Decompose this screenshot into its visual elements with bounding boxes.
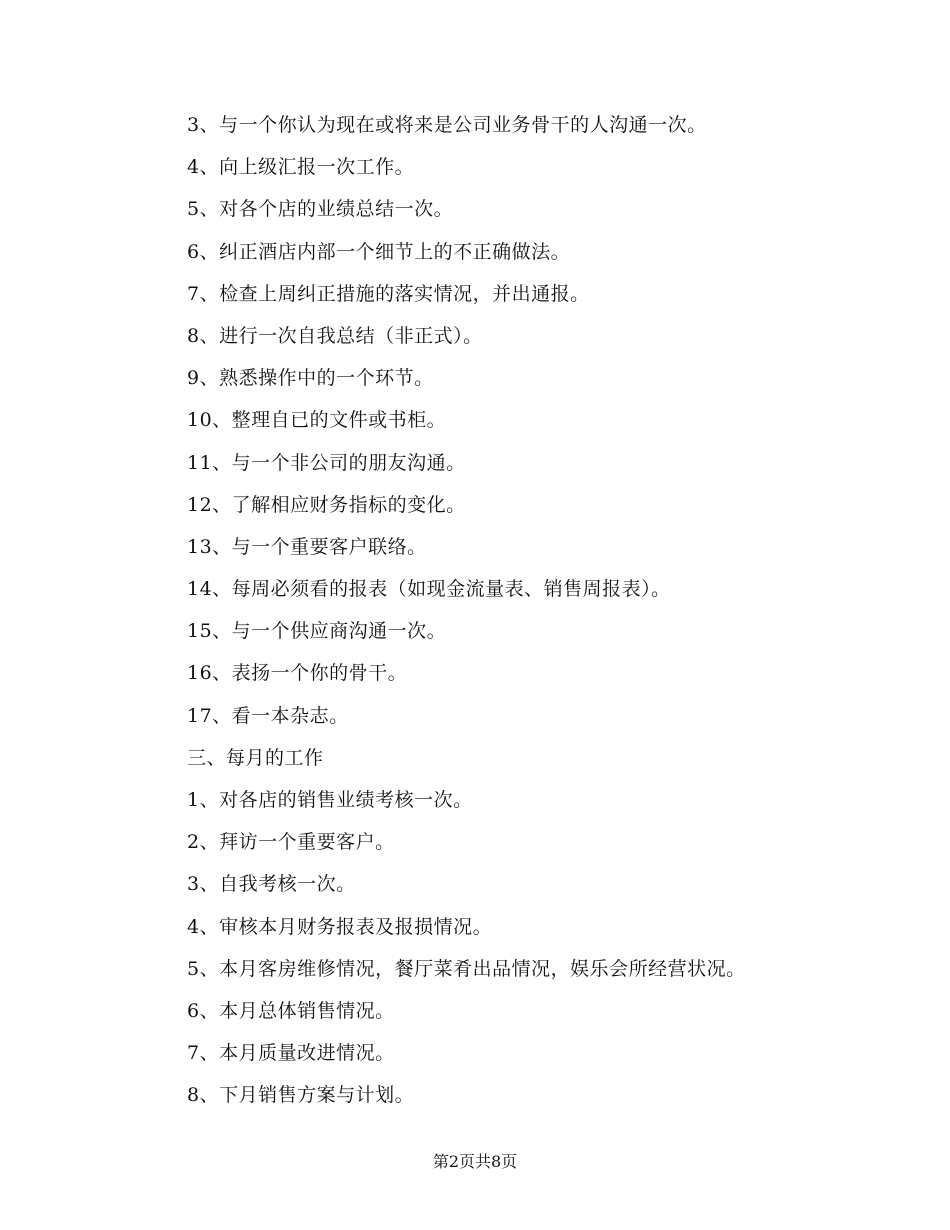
text-line: 6、本月总体销售情况。 — [187, 999, 395, 1022]
text-line: 13、与一个重要客户联络。 — [187, 535, 427, 558]
document-body — [187, 104, 867, 1117]
text-line: 14、每周必须看的报表（如现金流量表、销售周报表）。 — [187, 578, 671, 601]
text-line: 7、本月质量改进情况。 — [187, 1042, 395, 1065]
text-line: 11、与一个非公司的朋友沟通。 — [187, 451, 466, 474]
text-line: 3、与一个你认为现在或将来是公司业务骨干的人沟通一次。 — [187, 114, 707, 136]
text-line: 4、审核本月财务报表及报损情况。 — [187, 915, 493, 938]
text-line: 6、纠正酒店内部一个细节上的不正确做法。 — [187, 240, 571, 263]
text-line: 7、检查上周纠正措施的落实情况，并出通报。 — [187, 282, 590, 305]
text-line: 17、看一本杂志。 — [187, 704, 349, 727]
text-line: 15、与一个供应商沟通一次。 — [187, 620, 447, 643]
text-line: 5、本月客房维修情况，餐厅菜肴出品情况，娱乐会所经营状况。 — [187, 957, 746, 980]
text-line: 2、拜访一个重要客户。 — [187, 831, 395, 854]
page-footer: 第2页共8页 — [432, 1152, 518, 1171]
text-line: 10、整理自已的文件或书柜。 — [187, 409, 447, 432]
section-heading: 三、每月的工作 — [187, 746, 324, 769]
text-line: 9、熟悉操作中的一个环节。 — [187, 367, 434, 390]
text-line: 12、了解相应财务指标的变化。 — [187, 493, 466, 516]
text-line: 3、自我考核一次。 — [187, 873, 356, 896]
text-line: 5、对各个店的业绩总结一次。 — [187, 198, 454, 221]
text-line: 1、对各店的销售业绩考核一次。 — [187, 789, 473, 811]
text-line: 8、下月销售方案与计划。 — [187, 1084, 415, 1107]
text-line: 4、向上级汇报一次工作。 — [187, 156, 415, 179]
text-line: 8、进行一次自我总结（非正式）。 — [187, 324, 483, 347]
text-line: 16、表扬一个你的骨干。 — [187, 662, 408, 685]
